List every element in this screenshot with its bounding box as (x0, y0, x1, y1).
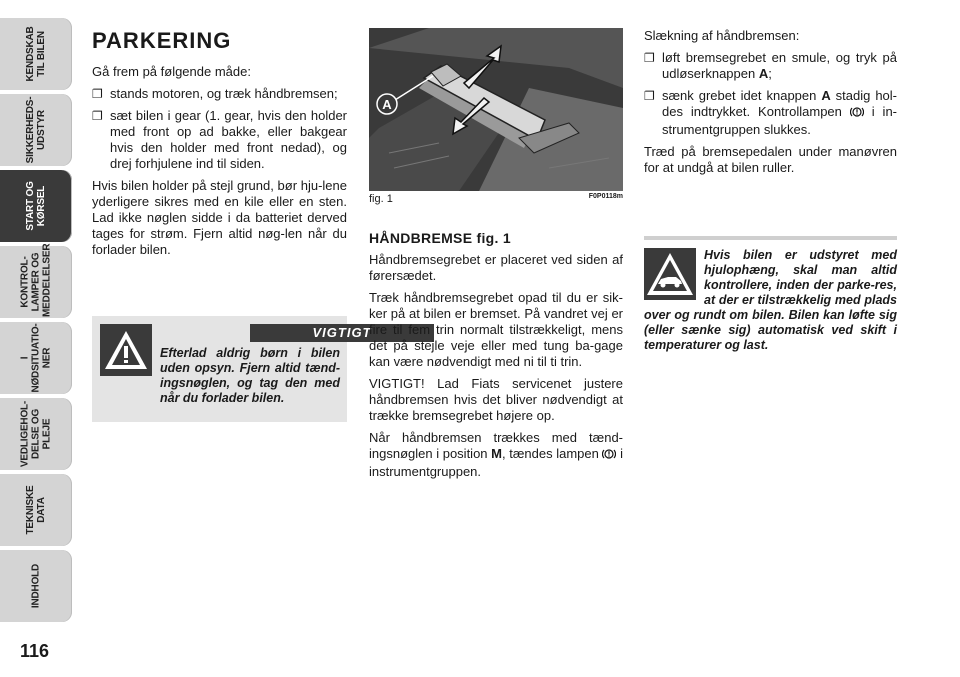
figure-code: F0P0118m (588, 193, 623, 200)
list-item: ❐ sænk grebet idet knappen A stadig hol-des indtrykket. Kontrollampen i in-strumentgruppen slukkes. (644, 88, 898, 137)
handbrake-section (369, 230, 623, 486)
tab-label: KENDSKAB TIL BILEN (25, 26, 47, 82)
body-paragraph: Håndbremsegrebet er placeret ved siden af førersædet. (369, 252, 623, 283)
body-paragraph: Træk håndbremsegrebet opad til du er sik-ker på at bilen er bremset. På vandret vej er fire til fem trin normalt tilstrækkeligt, mens det på stejle veje eller med tung ba-gage kan være nødvendigt med ni til ti trin. (369, 290, 623, 369)
section-heading: HÅNDBREMSE fig. 1 (369, 230, 511, 246)
warning-heading: VIGTIGT (250, 324, 434, 342)
figure-caption: fig. 1 F0P0118m (369, 193, 623, 205)
tab-nodsituationer[interactable] (0, 322, 72, 394)
body-paragraph: Træd på bremsepedalen under manøvren for at undgå at bilen ruller. (644, 144, 897, 175)
brake-warning-light-icon (850, 106, 864, 122)
list-item: ❐ løft bremsegrebet en smule, og tryk på udløserknappen A; (644, 50, 897, 81)
chapter-tabs (0, 0, 74, 640)
body-paragraph: Hvis bilen holder på stejl grund, bør hju-lene yderligere sikres med en kile eller en sten. Lad ikke nøglen sidde i da batteriet derved tages for strøm. Fjern altid nøg-len når du forlader bilen. (92, 178, 347, 257)
tab-kendskab-til-bilen[interactable] (0, 18, 72, 90)
body-paragraph: VIGTIGT! Lad Fiats servicenet justere håndbremsen hvis det bliver nødvendigt at trække bremsegrebet højere op. (369, 376, 623, 423)
tab-label: START OG KØRSEL (25, 181, 47, 231)
tab-label: I NØDSITUATIO- NER (19, 323, 53, 393)
note-text: Hvis bilen er udstyret med hjulophæng, skal man altid kontrollere, inden der parke-res, at der er tilstrækkelig med plads over og rundt om bilen. Bilen kan løfte sig (eller sænke sig) automatisk ved skift i temperaturer og last. (644, 248, 897, 352)
tab-sikkerhedsudstyr[interactable] (0, 94, 72, 166)
intro-text: Slækning af håndbremsen: (644, 28, 800, 43)
tab-kontrollamper[interactable] (0, 243, 72, 318)
checkbox-bullet-icon: ❐ (644, 51, 655, 65)
tab-start-og-korsel[interactable] (0, 170, 72, 242)
brake-warning-light-icon (602, 448, 616, 464)
tab-label: SIKKERHEDS- UDSTYR (25, 96, 47, 164)
list-item: ❐ stands motoren, og træk håndbremsen; (92, 86, 338, 101)
figure-label-a: A (382, 97, 392, 112)
note-divider (644, 236, 897, 240)
section-title: PARKERING (92, 28, 232, 53)
checkbox-bullet-icon: ❐ (92, 109, 103, 123)
checkbox-bullet-icon: ❐ (92, 87, 103, 101)
page-number: 116 (20, 641, 50, 661)
list-item: ❐ sæt bilen i gear (1. gear, hvis den holder med front op ad bakke, eller bakgear hvis den holder med front nedad), og drej forhjulene ind til siden. (92, 108, 347, 171)
parking-section (92, 28, 347, 264)
tab-label: KONTROL- LAMPER OG MEDDELELSER (19, 243, 53, 317)
tab-label: INDHOLD (30, 563, 42, 609)
warning-text: Efterlad aldrig børn i bilen uden opsyn. Fjern altid tænd-ingsnøglen, og tag den med når du forlader bilen. (160, 346, 340, 405)
handbrake-figure (369, 28, 623, 191)
warning-box (92, 316, 372, 422)
tab-tekniske-data[interactable] (0, 474, 72, 546)
tab-label: VEDLIGEHOL- DELSE OG PLEJE (19, 400, 53, 468)
note-box (644, 236, 897, 371)
intro-text: Gå frem på følgende måde: (92, 64, 251, 79)
tab-vedligeholdelse[interactable] (0, 398, 72, 470)
release-section (644, 28, 897, 182)
checkbox-bullet-icon: ❐ (644, 89, 655, 103)
tab-label: TEKNISKE DATA (25, 485, 47, 535)
body-paragraph: Når håndbremsen trækkes med tænd-ingsnøglen i position M, tændes lampen i instrumentgruppen. (369, 430, 623, 479)
tab-indhold[interactable] (0, 550, 72, 622)
